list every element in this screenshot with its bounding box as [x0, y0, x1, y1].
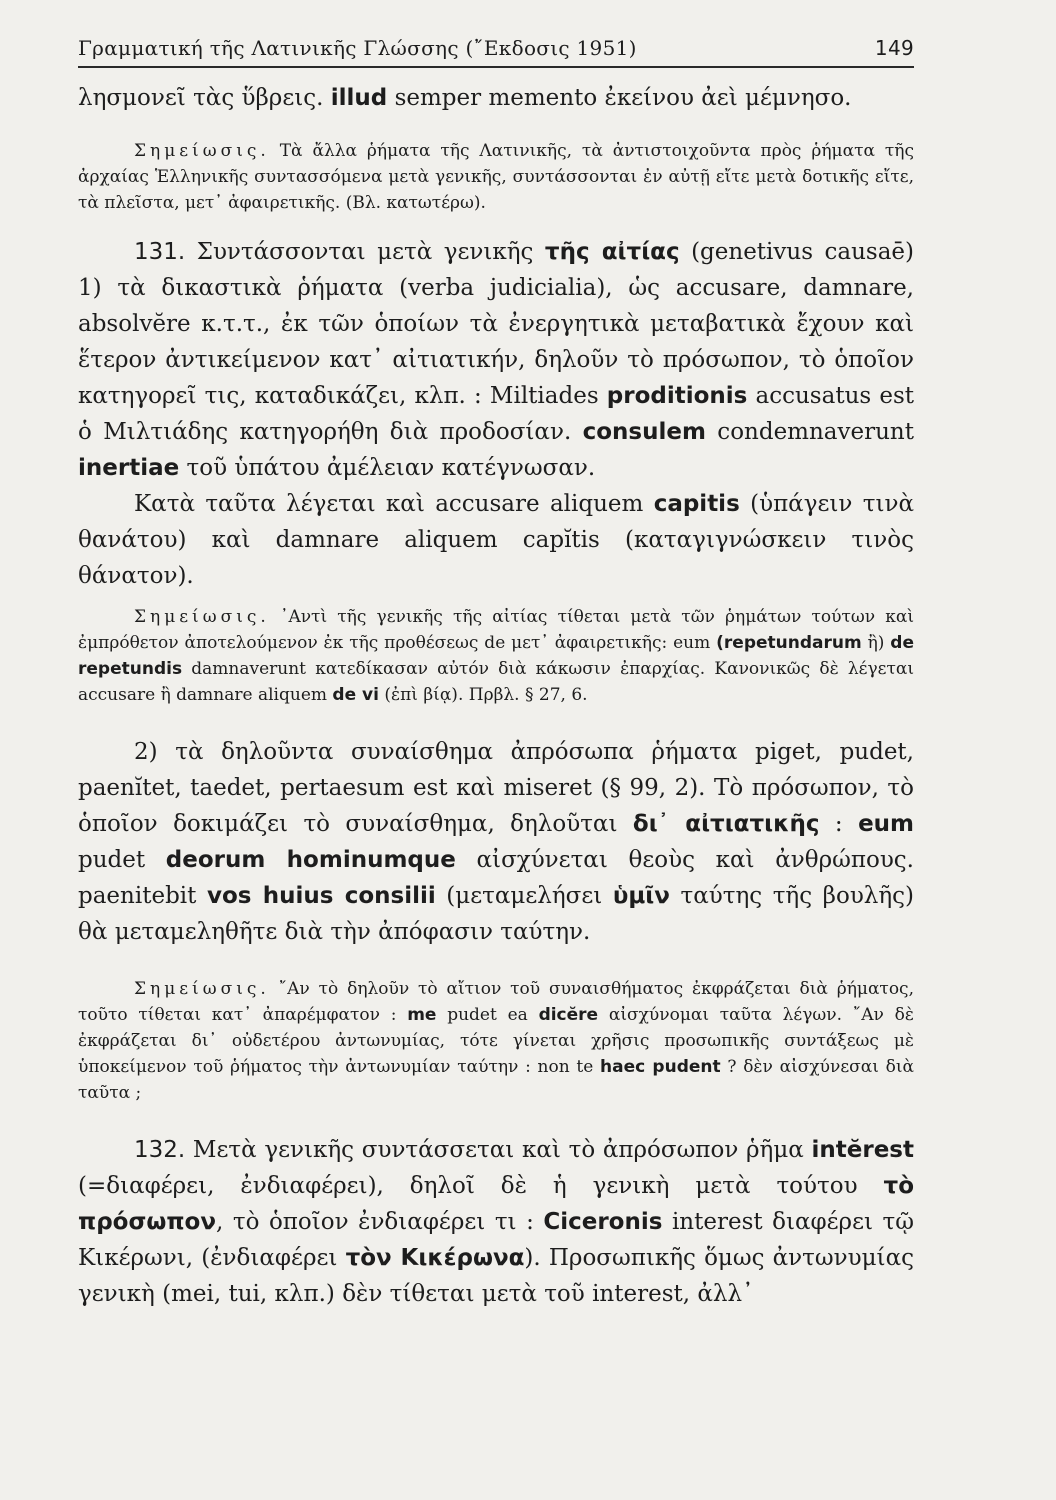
- text-run: interest διαφέρει τῷ Κικέρωνι, (ἐνδιαφέρει: [78, 1209, 915, 1271]
- note-text: ᾽Αντὶ τῆς γενικῆς τῆς αἰτίας τίθεται μετὰ τῶν ῥημάτων τούτων καὶ ἐμπρόθετον ἀποτελούμενον ἐκ τῆς προθέσεως de μετ᾽ ἀφαιρετικῆς: eum: [78, 607, 914, 653]
- text-run: ). Προσωπικῆς ὅμως ἀντωνυμίας γενικὴ (mei, tui, κλπ.) δὲν τίθεται μετὰ τοῦ interest, ἀλλ᾽: [78, 1245, 914, 1307]
- bold-term: capitis: [653, 491, 740, 517]
- text-run: :: [819, 811, 859, 837]
- text-run: αἰσχύνεται θεοὺς καὶ ἀνθρώπους. paenitebit: [78, 847, 914, 909]
- section-number: 131.: [134, 239, 186, 265]
- text-run: 2) τὰ δηλοῦντα συναίσθημα ἀπρόσωπα ῥήματα piget, pudet, paenĭtet, taedet, pertaesum est καὶ miseret (§ 99, 2). Τὸ πρόσωπον, τὸ ὁποῖον δοκιμάζει τὸ συναίσθημα, δηλοῦται: [78, 739, 914, 837]
- text-run: (ὑπάγειν τινὰ θανάτου) καὶ damnare aliquem capĭtis (καταγιγνώσκειν τινὸς θάνατον).: [78, 491, 914, 589]
- bold-term: consulem: [582, 419, 706, 445]
- note-text: pudet ea: [436, 1005, 539, 1025]
- text-run: τοῦ ὑπάτου ἀμέλειαν κατέγνωσαν.: [179, 455, 596, 481]
- note-text: ἢ): [861, 633, 891, 653]
- bold-term: intĕrest: [811, 1137, 914, 1163]
- note-1: [78, 138, 914, 216]
- text-run: Συντάσσονται μετὰ γενικῆς: [185, 239, 545, 265]
- note-label: Σημείωσις.: [134, 141, 270, 161]
- header-title: Γραμματική τῆς Λατινικῆς Γλώσσης (῎Εκδοσις 1951): [78, 36, 637, 60]
- bold-term: τῆς αἰτίας: [544, 239, 680, 265]
- text-run: Μετὰ γενικῆς συντάσσεται καὶ τὸ ἀπρόσωπον ῥῆμα: [185, 1137, 812, 1163]
- note-label: Σημείωσις.: [134, 979, 270, 999]
- paragraph-kata-tauta: [78, 486, 914, 594]
- bold-term: eum: [858, 811, 915, 837]
- note-text: (ἐπὶ βίᾳ). Πρβλ. § 27, 6.: [378, 685, 588, 705]
- text-run: accusatus est ὁ Μιλτιάδης κατηγορήθη διὰ προδοσίαν.: [78, 383, 914, 445]
- page-number: 149: [874, 36, 914, 60]
- paragraph-2: [78, 734, 914, 950]
- bold-term: inertiae: [78, 455, 180, 481]
- note-label: Σημείωσις.: [134, 607, 270, 627]
- continuation-line: [78, 80, 914, 116]
- bold-term: proditionis: [606, 383, 748, 409]
- bold-term: haec pudent: [600, 1057, 721, 1077]
- text-run: Κατὰ ταῦτα λέγεται καὶ accusare aliquem: [134, 491, 654, 517]
- note-3: [78, 976, 914, 1106]
- text-run: ταύτης τῆς βουλῆς) θὰ μεταμεληθῆτε διὰ τὴν ἀπόφασιν ταύτην.: [78, 883, 915, 945]
- bold-term: deorum hominumque: [165, 847, 456, 873]
- text-run: (μεταμελήσει: [435, 883, 613, 909]
- bold-term: τὸν Κικέρωνα: [345, 1245, 525, 1271]
- bold-term: (repetundarum: [716, 633, 862, 653]
- latin-example: illud: [330, 85, 388, 111]
- text-run: λησμονεῖ τὰς ὕβρεις.: [78, 85, 331, 111]
- bold-term: Ciceronis: [543, 1209, 663, 1235]
- section-131: [78, 234, 914, 486]
- text-run: semper memento ἐκείνου ἀεὶ μέμνησο.: [387, 85, 852, 111]
- bold-term: dicĕre: [538, 1005, 599, 1025]
- bold-term: de repetundis: [78, 633, 914, 679]
- bold-term: τὸ πρόσωπον: [78, 1173, 914, 1235]
- note-2: [78, 604, 914, 708]
- text-run: , τὸ ὁποῖον ἐνδιαφέρει τι :: [216, 1209, 544, 1235]
- book-page: [78, 36, 914, 1312]
- bold-term: vos huius consilii: [206, 883, 436, 909]
- note-text: αἰσχύνομαι ταῦτα λέγων. ῎Αν δὲ ἐκφράζεται δι᾽ οὐδετέρου ἀντωνυμίας, τότε γίνεται χρῆσις προσωπικῆς συντάξεως μὲ ὑποκείμενον τοῦ ῥήματος τὴν ἀντωνυμίαν ταύτην : non te: [78, 1005, 914, 1077]
- text-run: (genetivus causaē) 1) τὰ δικαστικὰ ῥήματα (verba judicialia), ὡς accusare, damnare, absolvĕre κ.τ.τ., ἐκ τῶν ὁποίων τὰ ἐνεργητικὰ μεταβατικὰ ἔχουν καὶ ἕτερον ἀντικείμενον κατ᾽ αἰτιατικήν, δηλοῦν τὸ πρόσωπον, τὸ ὁποῖον κατηγορεῖ τις, καταδικάζει, κλπ. : Miltiades: [78, 239, 914, 409]
- running-header: [78, 36, 914, 68]
- bold-term: ὑμῖν: [612, 883, 670, 909]
- section-132: [78, 1132, 914, 1312]
- text-run: pudet: [78, 847, 166, 873]
- bold-term: me: [407, 1005, 437, 1025]
- note-text: Τὰ ἄλλα ῥήματα τῆς Λατινικῆς, τὰ ἀντιστοιχοῦντα πρὸς ῥήματα τῆς ἀρχαίας Ἑλληνικῆς συντασσόμενα μετὰ γενικῆς, συντάσσονται ἐν αὐτῇ εἴτε μετὰ δοτικῆς εἴτε, τὰ πλεῖστα, μετ᾽ ἀφαιρετικῆς. (Βλ. κατωτέρω).: [78, 141, 914, 213]
- note-text: ῎Αν τὸ δηλοῦν τὸ αἴτιον τοῦ συναισθήματος ἐκφράζεται διὰ ῥήματος, τοῦτο τίθεται κατ᾽ ἀπαρέμφατον :: [78, 979, 914, 1025]
- text-run: condemnaverunt: [705, 419, 914, 445]
- note-text: ? δὲν αἰσχύνεσαι διὰ ταῦτα ;: [78, 1057, 914, 1103]
- note-text: damnaverunt κατεδίκασαν αὐτόν διὰ κάκωσιν ἐπαρχίας. Κανονικῶς δὲ λέγεται accusare ἢ damnare aliquem: [78, 659, 914, 705]
- text-run: (=διαφέρει, ἐνδιαφέρει), δηλοῖ δὲ ἡ γενικὴ μετὰ τούτου: [78, 1173, 884, 1199]
- bold-term: de vi: [332, 685, 379, 705]
- bold-term: δι᾽ αἰτιατικῆς: [632, 811, 820, 837]
- section-number: 132.: [134, 1137, 186, 1163]
